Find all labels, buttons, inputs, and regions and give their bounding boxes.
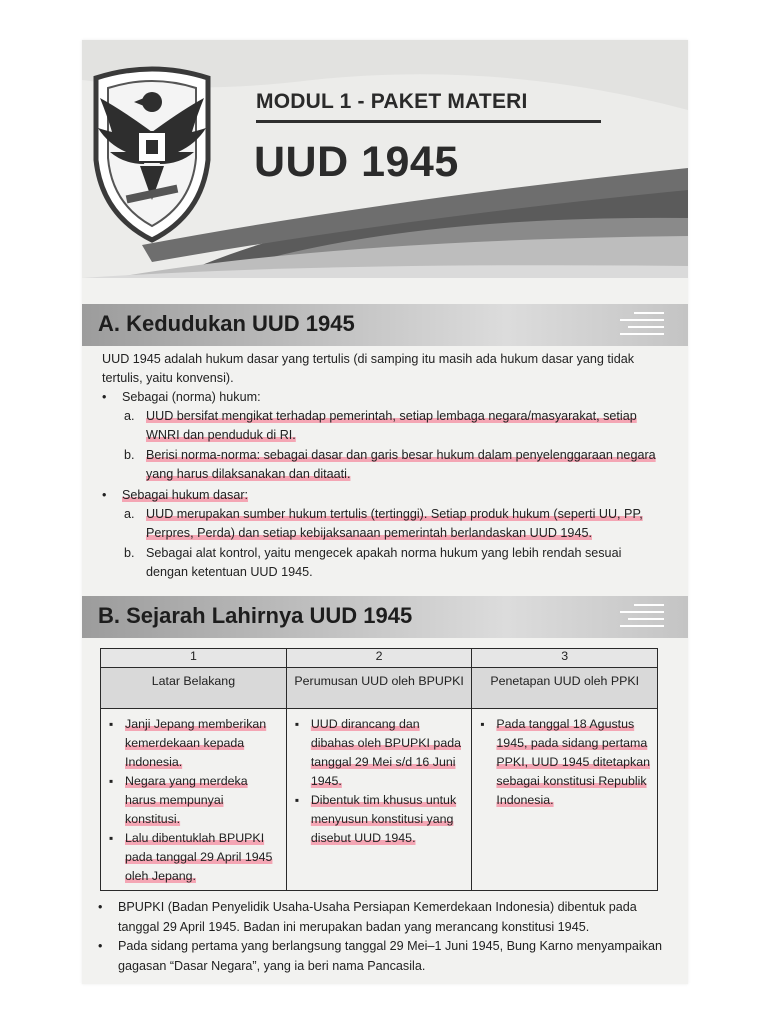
list-item: ▪ Lalu dibentuklah BPUPKI pada tanggal 29 April 1945 oleh Jepang.: [107, 829, 280, 886]
column-number: 2: [286, 649, 472, 668]
section-b-title: B. Sejarah Lahirnya UUD 1945: [98, 603, 413, 628]
table-cell: [472, 709, 658, 891]
table-cell: [286, 709, 472, 891]
section-a-intro: UUD 1945 adalah hukum dasar yang tertulis (di samping itu masih ada hukum dasar yang tidak tertulis, yaitu konvensi).: [102, 352, 635, 386]
column-number: 1: [101, 649, 287, 668]
column-header: Perumusan UUD oleh BPUPKI: [286, 668, 472, 709]
list-item: ▪ Janji Jepang memberikan kemerdekaan kepada Indonesia.: [107, 715, 280, 772]
bullet-label: Sebagai hukum dasar:: [122, 488, 249, 502]
bullet-icon: •: [102, 390, 107, 404]
item-letter: a.: [124, 409, 135, 423]
item-text: Sebagai alat kontrol, yaitu mengecek apakah norma hukum yang lebih rendah sesuai dengan ketentuan UUD 1945.: [146, 546, 622, 580]
item-letter: b.: [124, 546, 135, 560]
column-header: Penetapan UUD oleh PPKI: [472, 668, 658, 709]
bullet-icon: •: [102, 488, 107, 502]
decorative-lines-icon: [620, 604, 664, 632]
module-label: MODUL 1 - PAKET MATERI: [256, 90, 528, 113]
note-text: Pada sidang pertama yang berlangsung tanggal 29 Mei–1 Juni 1945, Bung Karno menyampaikan gagasan “Dasar Negara”, yang ia beri nama Pancasila.: [118, 939, 663, 973]
table-row: [101, 649, 658, 668]
bullet-label: Sebagai (norma) hukum:: [122, 390, 261, 404]
list-item: ▪ Pada tanggal 18 Agustus 1945, pada sidang pertama PPKI, UUD 1945 ditetapkan sebagai konstitusi Republik Indonesia.: [478, 715, 651, 810]
table-row: [101, 668, 658, 709]
bullet-icon: •: [98, 900, 103, 914]
section-a-title: A. Kedudukan UUD 1945: [98, 311, 355, 336]
list-item: ▪ Negara yang merdeka harus mempunyai konstitusi.: [107, 772, 280, 829]
table-row: [101, 709, 658, 891]
bullet-icon: •: [98, 939, 103, 953]
history-table: [100, 648, 658, 891]
item-letter: b.: [124, 448, 135, 462]
document-page: [82, 40, 688, 984]
table-cell: [101, 709, 287, 891]
item-text: UUD merupakan sumber hukum tertulis (tertinggi). Setiap produk hukum (seperti UU, PP, Perpres, Perda) dan setiap kebijaksanaan pemerintah berlandaskan UUD 1945.: [146, 507, 643, 541]
list-item: ▪ UUD dirancang dan dibahas oleh BPUPKI pada tanggal 29 Mei s/d 16 Juni 1945.: [293, 715, 466, 791]
document-title: UUD 1945: [254, 138, 459, 186]
column-number: 3: [472, 649, 658, 668]
list-item: ▪ Dibentuk tim khusus untuk menyusun konstitusi yang disebut UUD 1945.: [293, 791, 466, 848]
item-text: UUD bersifat mengikat terhadap pemerintah, setiap lembaga negara/masyarakat, setiap WNRI dan penduduk di RI.: [146, 409, 637, 443]
item-letter: a.: [124, 507, 135, 521]
item-text: Berisi norma-norma: sebagai dasar dan garis besar hukum dalam penyelenggaraan negara yang harus dilaksanakan dan ditaati.: [146, 448, 656, 482]
note-text: BPUPKI (Badan Penyelidik Usaha-Usaha Persiapan Kemerdekaan Indonesia) dibentuk pada tanggal 29 April 1945. Badan ini merupakan badan yang merancang konstitusi 1945.: [118, 900, 637, 934]
section-b-heading-bar: [82, 596, 688, 638]
column-header: Latar Belakang: [101, 668, 287, 709]
